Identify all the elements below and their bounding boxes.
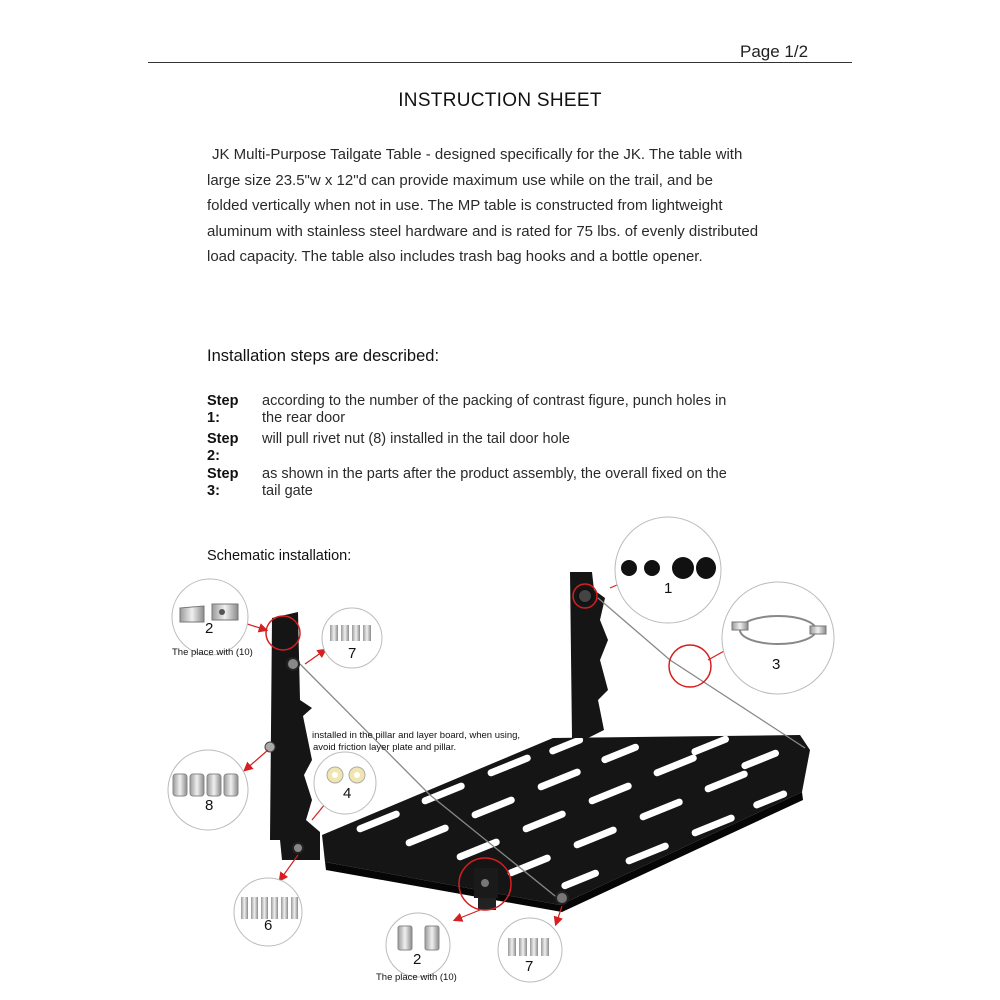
part-1-bumpers: [615, 517, 721, 623]
step-label: Step 3:: [207, 466, 239, 499]
table-board: [322, 735, 810, 912]
step-line: according to the number of the packing of contrast figure, punch holes in: [262, 393, 727, 409]
part-6-screws: [234, 878, 302, 946]
part-number-3: 3: [772, 656, 781, 673]
sheet-title: INSTRUCTION SHEET: [398, 90, 602, 111]
intro-line: folded vertically when not in use. The MP table is constructed from lightweight: [207, 197, 723, 215]
part-number-2-top: 2: [205, 620, 214, 637]
step-line: tail gate: [262, 483, 313, 499]
part-number-7-bottom: 7: [525, 958, 534, 975]
step-label: Step 2:: [207, 431, 239, 464]
intro-line: large size 23.5"w x 12"d can provide maximum use while on the trail, and be: [207, 171, 713, 189]
part-8-rivet-nuts: [168, 750, 248, 830]
step-line: the rear door: [262, 410, 346, 426]
part-number-4: 4: [343, 785, 352, 802]
installation-heading: Installation steps are described:: [207, 347, 440, 365]
step-label: Step 1:: [207, 393, 239, 426]
schematic-heading: Schematic installation:: [207, 548, 352, 564]
note-place-with-top: The place with (10): [172, 647, 253, 658]
part-3-cable: [722, 582, 834, 694]
step-line: as shown in the parts after the product assembly, the overall fixed on the: [262, 466, 727, 482]
note-pillar-1: installed in the pillar and layer board, when using,: [312, 730, 521, 741]
bottom-hinge: [474, 868, 498, 910]
intro-line: JK Multi-Purpose Tailgate Table - designed specifically for the JK. The table with: [212, 146, 743, 163]
note-place-with-bottom: The place with (10): [376, 972, 457, 983]
step-line: will pull rivet nut (8) installed in the tail door hole: [262, 431, 570, 447]
intro-line: load capacity. The table also includes trash bag hooks and a bottle opener.: [207, 248, 703, 266]
part-4-washers: [314, 752, 376, 814]
part-2-top-clips: [172, 579, 248, 655]
part-number-8: 8: [205, 797, 214, 814]
part-number-6: 6: [264, 917, 273, 934]
page-number: Page 1/2: [740, 42, 809, 61]
intro-line: aluminum with stainless steel hardware and is rated for 75 lbs. of evenly distributed: [207, 222, 759, 240]
note-pillar-2: avoid friction layer plate and pillar.: [313, 742, 457, 753]
part-number-1: 1: [664, 580, 673, 597]
part-number-7-top: 7: [348, 645, 357, 662]
part-number-2-bottom: 2: [413, 951, 422, 968]
